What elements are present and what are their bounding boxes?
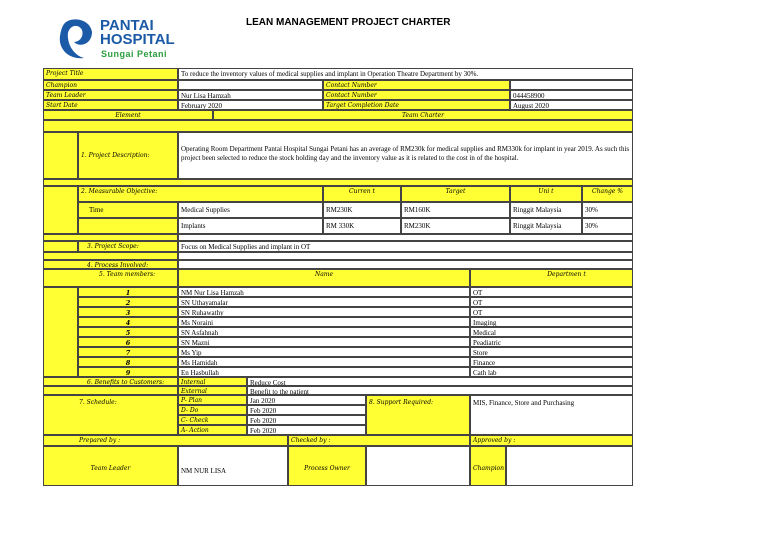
value-benefit-external: Benefit to the patient (247, 386, 633, 395)
member-number: 3 (78, 307, 178, 317)
member-department: Peadiatric (470, 337, 633, 347)
label-champion: Champion (43, 80, 178, 90)
scope-left-strip (43, 241, 78, 252)
spacer-row-1 (43, 120, 633, 132)
label-measurable-objective: 2. Measurable Objective: (78, 186, 323, 202)
member-name: SN Ruhawathy (178, 307, 470, 317)
label-schedule: 7. Schedule: (43, 395, 178, 435)
value-team-leader: Nur Lisa Hamzah (178, 90, 323, 100)
value-project-title: To reduce the inventory values of medical supplies and implant in Operation Theatre Department by 30%. (178, 68, 633, 80)
approved-signature-box (506, 446, 633, 486)
spacer-row-3 (43, 234, 178, 241)
schedule-date: Jan 2020 (247, 395, 366, 405)
objective-current: RM 330K (323, 218, 401, 234)
value-contact-number: 044458900 (510, 90, 633, 100)
member-name: Ms Yip (178, 347, 470, 357)
member-number: 7 (78, 347, 178, 357)
spacer-row-3-right (178, 234, 633, 241)
label-team-members: 5. Team members: (43, 269, 178, 287)
label-target-completion: Target Completion Date (323, 100, 510, 110)
member-number: 8 (78, 357, 178, 367)
objective-unit: Ringgit Malaysia (510, 218, 582, 234)
label-benefits: 6. Benefits to Customers: (43, 377, 178, 386)
spacer-row-4-right (178, 252, 633, 260)
label-approved-by: Approved by : (470, 435, 633, 446)
document-title: LEAN MANAGEMENT PROJECT CHARTER (246, 17, 451, 28)
member-name: SN Mazni (178, 337, 470, 347)
objective-measure-blank (78, 218, 178, 234)
member-department: OT (470, 287, 633, 297)
label-process-involved: 4. Process Involved: (43, 260, 178, 269)
value-process-involved (178, 260, 633, 269)
value-start-date: February 2020 (178, 100, 323, 110)
schedule-date: Feb 2020 (247, 425, 366, 435)
logo-text-pantai: PANTAI (100, 17, 154, 34)
label-external: External (178, 386, 247, 395)
label-checked-by: Checked by : (288, 435, 470, 446)
label-project-description: 1. Project Description: (78, 132, 178, 179)
member-department: Finance (470, 357, 633, 367)
label-prepared-by: Prepared by : (43, 435, 288, 446)
hospital-logo (56, 16, 181, 62)
schedule-phase: D- Do (178, 405, 247, 415)
member-number: 1 (78, 287, 178, 297)
schedule-phase: C- Check (178, 415, 247, 425)
member-department: OT (470, 307, 633, 317)
value-project-description: Operating Room Department Pantai Hospital Sungai Petani has an average of RM230k for medical supplies and RM330k for implant in year 2019. As such this project been selected to reduce the stock holding day and the inventory value as it is related to the cost in of the hospital. (178, 132, 633, 179)
label-department: Departmen t (470, 269, 633, 287)
label-current: Curren t (323, 186, 401, 202)
objective-change: 30% (582, 202, 633, 218)
schedule-date: Feb 2020 (247, 405, 366, 415)
member-number: 5 (78, 327, 178, 337)
spacer-row-4 (43, 252, 178, 260)
objective-item: Medical Supplies (178, 202, 323, 218)
label-sig-champion: Champion (470, 446, 506, 486)
label-team-charter: Team Charter (213, 110, 633, 120)
label-unit: Uni t (510, 186, 582, 202)
value-contact-number-1 (510, 80, 633, 90)
checked-signature-box (366, 446, 470, 486)
value-prepared-name: NM NUR LISA (178, 446, 288, 486)
member-number: 4 (78, 317, 178, 327)
label-name: Name (178, 269, 470, 287)
label-change: Change % (582, 186, 633, 202)
members-left-strip (43, 287, 78, 377)
logo-text-hospital: HOSPITAL (100, 31, 175, 48)
label-target: Target (401, 186, 510, 202)
objective-left-strip (43, 186, 78, 234)
schedule-phase: P- Plan (178, 395, 247, 405)
label-contact-number-1: Contact Number (323, 80, 510, 90)
objective-current: RM230K (323, 202, 401, 218)
member-name: SN Uthayamalar (178, 297, 470, 307)
member-name: Ms Hamidah (178, 357, 470, 367)
objective-change: 30% (582, 218, 633, 234)
benefits-spacer (43, 386, 178, 395)
objective-measure: Time (78, 202, 178, 218)
member-department: Imaging (470, 317, 633, 327)
label-project-title: Project Title (43, 68, 178, 80)
member-name: En Hasbullah (178, 367, 470, 377)
member-number: 6 (78, 337, 178, 347)
objective-unit: Ringgit Malaysia (510, 202, 582, 218)
objective-item: Implants (178, 218, 323, 234)
schedule-phase: A- Action (178, 425, 247, 435)
schedule-date: Feb 2020 (247, 415, 366, 425)
label-sig-process-owner: Process Owner (288, 446, 366, 486)
logo-mark-icon (56, 18, 96, 60)
logo-text-location: Sungai Petani (101, 49, 168, 59)
label-sig-team-leader: Team Leader (43, 446, 178, 486)
member-department: OT (470, 297, 633, 307)
value-project-scope: Focus on Medical Supplies and implant in OT (178, 241, 633, 252)
label-element: Element (43, 110, 213, 120)
member-name: NM Nur Lisa Hamzah (178, 287, 470, 297)
label-team-leader: Team Leader (43, 90, 178, 100)
value-support-required: MIS, Finance, Store and Purchasing (470, 395, 633, 435)
member-department: Store (470, 347, 633, 357)
member-department: Medical (470, 327, 633, 337)
value-champion (178, 80, 323, 90)
member-number: 9 (78, 367, 178, 377)
member-name: Ms Noraini (178, 317, 470, 327)
objective-target: RM160K (401, 202, 510, 218)
value-benefit-internal: Reduce Cost (247, 377, 633, 386)
label-support-required: 8. Support Required: (366, 395, 470, 435)
objective-target: RM230K (401, 218, 510, 234)
label-internal: Internal (178, 377, 247, 386)
label-project-scope: 3. Project Scope: (78, 241, 178, 252)
spacer-row-2 (43, 179, 633, 186)
description-left-strip (43, 132, 78, 179)
member-name: SN Asfahnah (178, 327, 470, 337)
member-department: Cath lab (470, 367, 633, 377)
label-start-date: Start Date (43, 100, 178, 110)
label-contact-number-2: Contact Number (323, 90, 510, 100)
value-target-completion: August 2020 (510, 100, 633, 110)
member-number: 2 (78, 297, 178, 307)
